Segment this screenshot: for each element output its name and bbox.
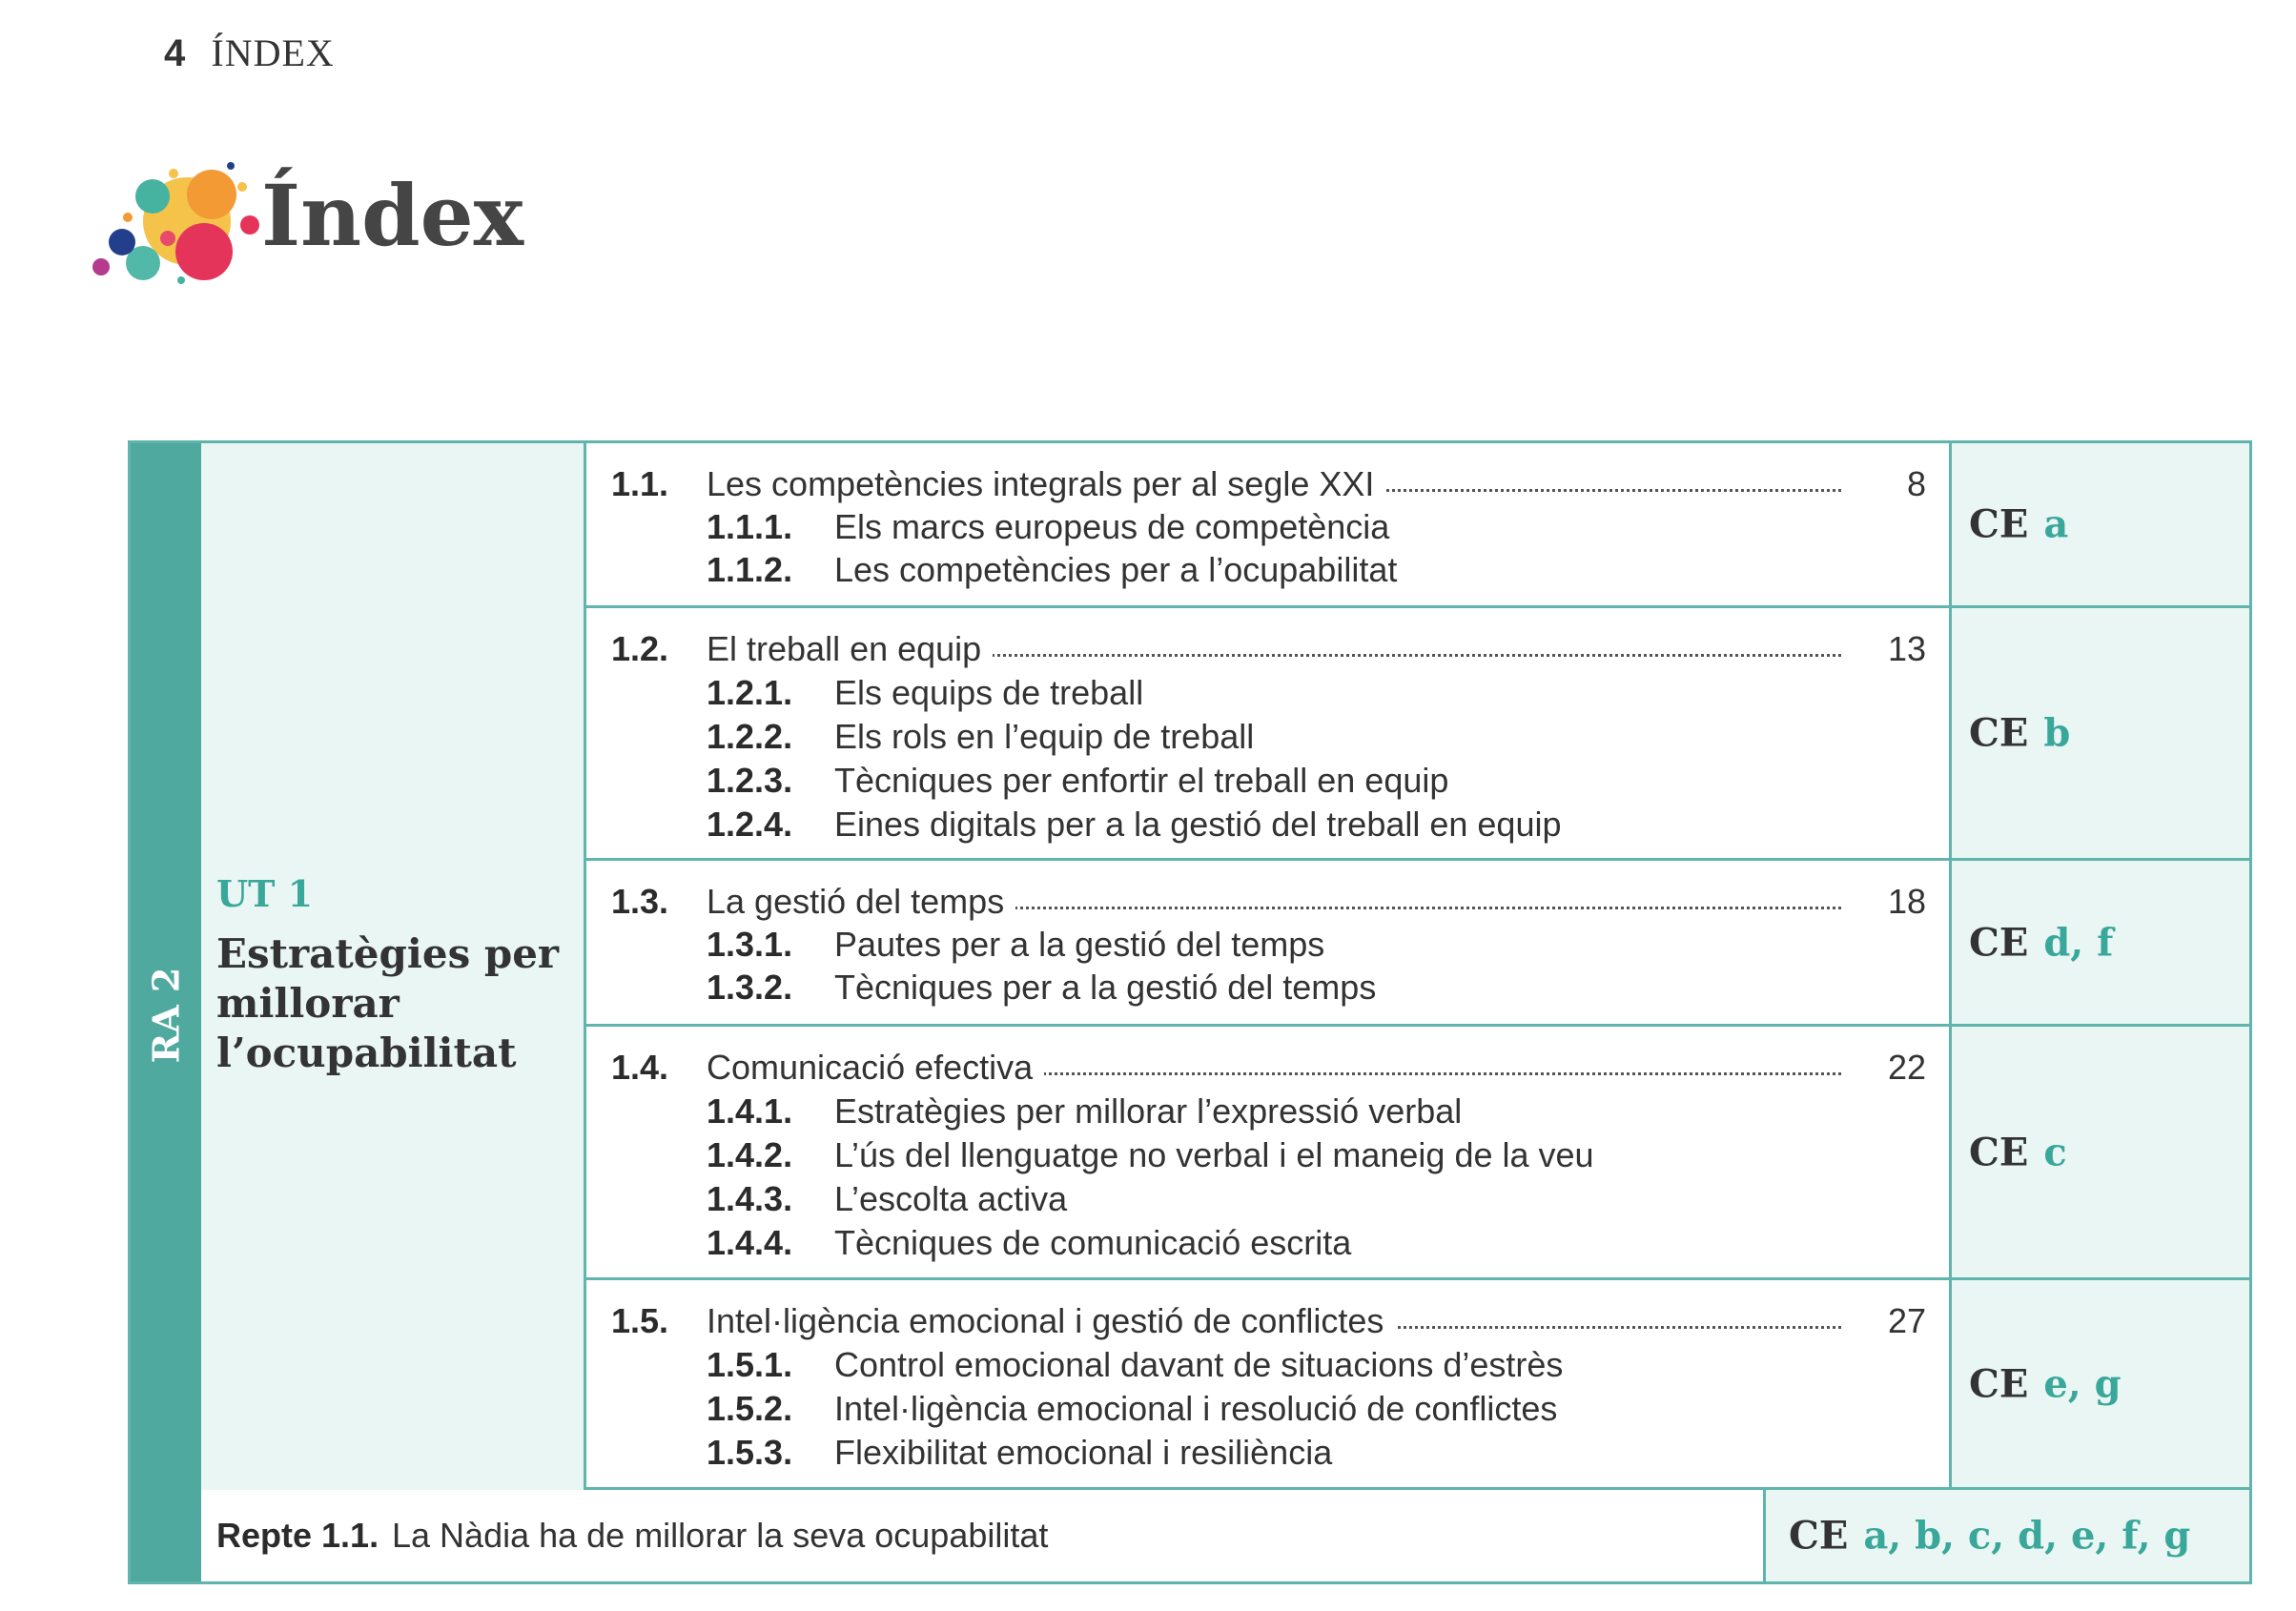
subsection-number: 1.5.2.	[707, 1389, 793, 1428]
subsection-number: 1.1.1.	[707, 507, 793, 546]
subsection[interactable]	[586, 1431, 1949, 1475]
ra-bar	[131, 443, 201, 1581]
ce-label: CE	[1969, 1130, 2029, 1174]
unit-title: Estratègies per millorar l’ocupabilitat	[216, 930, 560, 1076]
subsection-title: L’ús del llenguatge no verbal i el maneig de la veu	[834, 1135, 1594, 1174]
section-heading[interactable]	[586, 627, 1949, 671]
subsection[interactable]	[586, 803, 1949, 846]
subsection-number: 1.4.1.	[707, 1091, 793, 1131]
subsection-title: Els marcs europeus de competència	[834, 507, 1390, 546]
subsection[interactable]	[586, 1343, 1949, 1387]
subsection[interactable]	[586, 1221, 1949, 1265]
section-number: 1.2.	[611, 629, 669, 668]
ce-value: e, g	[2043, 1361, 2122, 1406]
subsection-number: 1.1.2.	[707, 550, 793, 589]
subsection[interactable]	[586, 1090, 1949, 1133]
subsection[interactable]	[586, 505, 1949, 549]
repte-title: La Nàdia ha de millorar la seva ocupabilitat	[392, 1516, 1049, 1555]
subsection-title: Les competències per a l’ocupabilitat	[834, 550, 1398, 589]
ce-value: b	[2043, 710, 2071, 756]
ce-criteria	[1969, 502, 2068, 547]
subsection[interactable]	[586, 715, 1949, 759]
section-heading[interactable]	[586, 462, 1949, 506]
subsection-number: 1.3.2.	[707, 968, 793, 1007]
subsection-number: 1.3.1.	[707, 925, 793, 964]
page-ref: 8	[1906, 464, 1926, 503]
page-ref: 18	[1887, 882, 1926, 921]
subsection[interactable]	[586, 966, 1949, 1009]
section-number: 1.1.	[611, 464, 669, 503]
ce-cell	[1949, 1280, 2249, 1490]
subsection-title: Els equips de treball	[834, 673, 1144, 712]
unit-cell	[201, 443, 586, 1490]
subsection-number: 1.5.3.	[707, 1433, 793, 1472]
section-title: Les competències integrals per al segle XXI	[707, 462, 1385, 506]
page-number: 4	[164, 32, 186, 74]
subsection[interactable]	[586, 1133, 1949, 1177]
toc-section-1-4	[586, 1027, 1949, 1280]
section-number: 1.4.	[611, 1048, 669, 1087]
subsection-number: 1.4.2.	[707, 1135, 793, 1174]
ce-criteria	[1969, 711, 2070, 756]
ce-cell	[1949, 1027, 2249, 1280]
subsection-title: Tècniques per enfortir el treball en equip	[834, 761, 1449, 800]
ce-value: c	[2043, 1130, 2067, 1174]
subsection-number: 1.4.3.	[707, 1179, 793, 1218]
page-title: Índex	[261, 166, 524, 265]
subsection-title: Control emocional davant de situacions d’estrès	[834, 1345, 1564, 1384]
section-heading[interactable]	[586, 1299, 1949, 1343]
subsection-title: Tècniques per a la gestió del temps	[834, 968, 1377, 1007]
ce-cell	[1949, 861, 2249, 1027]
subsection-number: 1.2.4.	[707, 805, 793, 844]
ce-value: a, b, c, d, e, f, g	[1863, 1513, 2191, 1559]
page-ref: 27	[1887, 1301, 1926, 1340]
repte-ce-cell	[1766, 1490, 2249, 1581]
ce-cell	[1949, 608, 2249, 861]
subsection-title: Eines digitals per a la gestió del treball en equip	[834, 805, 1562, 844]
repte-row[interactable]	[201, 1490, 1766, 1581]
subsection[interactable]	[586, 759, 1949, 803]
subsection[interactable]	[586, 548, 1949, 592]
section-number: 1.5.	[611, 1301, 669, 1340]
ce-label: CE	[1969, 1361, 2029, 1406]
ra-label: RA 2	[144, 967, 188, 1064]
subsection-number: 1.2.2.	[707, 717, 793, 756]
section-heading[interactable]	[586, 1046, 1949, 1090]
subsection[interactable]	[586, 1387, 1949, 1431]
subsection-title: L’escolta activa	[834, 1179, 1068, 1218]
page-ref: 13	[1887, 629, 1926, 668]
ce-label: CE	[1969, 710, 2029, 756]
toc-table	[128, 440, 2252, 1584]
section-number: 1.3.	[611, 882, 669, 921]
toc-section-1-3	[586, 861, 1949, 1027]
subsection-number: 1.4.4.	[707, 1223, 793, 1262]
ce-criteria	[1969, 920, 2113, 965]
ce-label: CE	[1789, 1513, 1849, 1559]
unit-code: UT 1	[216, 872, 314, 915]
section-heading[interactable]	[586, 880, 1949, 924]
subsection[interactable]	[586, 1177, 1949, 1221]
subsection-title: Flexibilitat emocional i resiliència	[834, 1433, 1333, 1472]
subsection-title: Intel·ligència emocional i resolució de conflictes	[834, 1389, 1558, 1428]
subsection-title: Tècniques de comunicació escrita	[834, 1223, 1352, 1262]
subsection-title: Els rols en l’equip de treball	[834, 717, 1255, 756]
ce-value: d, f	[2043, 920, 2114, 965]
toc-section-1-5	[586, 1280, 1949, 1490]
repte-label: Repte 1.1.	[216, 1516, 379, 1555]
colorful-bubbles-icon	[88, 158, 269, 292]
ce-criteria	[1969, 1361, 2122, 1406]
subsection-title: Pautes per a la gestió del temps	[834, 925, 1325, 964]
ce-label: CE	[1969, 501, 2029, 547]
section-title: Comunicació efectiva	[707, 1046, 1044, 1090]
subsection[interactable]	[586, 671, 1949, 715]
ce-value: a	[2043, 501, 2069, 547]
subsection[interactable]	[586, 923, 1949, 967]
title-block	[88, 158, 524, 292]
subsection-number: 1.2.1.	[707, 673, 793, 712]
running-head-label: ÍNDEX	[211, 31, 335, 74]
subsection-title: Estratègies per millorar l’expressió verbal	[834, 1091, 1463, 1131]
running-head	[164, 31, 335, 75]
toc-section-1-2	[586, 608, 1949, 861]
section-title: La gestió del temps	[707, 880, 1015, 924]
ce-criteria	[1789, 1514, 2190, 1559]
page-ref: 22	[1887, 1048, 1926, 1087]
subsection-number: 1.2.3.	[707, 761, 793, 800]
toc-section-1-1	[586, 443, 1949, 608]
ce-cell	[1949, 443, 2249, 608]
ce-criteria	[1969, 1130, 2067, 1174]
ce-label: CE	[1969, 920, 2029, 965]
subsection-number: 1.5.1.	[707, 1345, 793, 1384]
section-title: El treball en equip	[707, 627, 993, 671]
section-title: Intel·ligència emocional i gestió de conflictes	[707, 1299, 1395, 1343]
